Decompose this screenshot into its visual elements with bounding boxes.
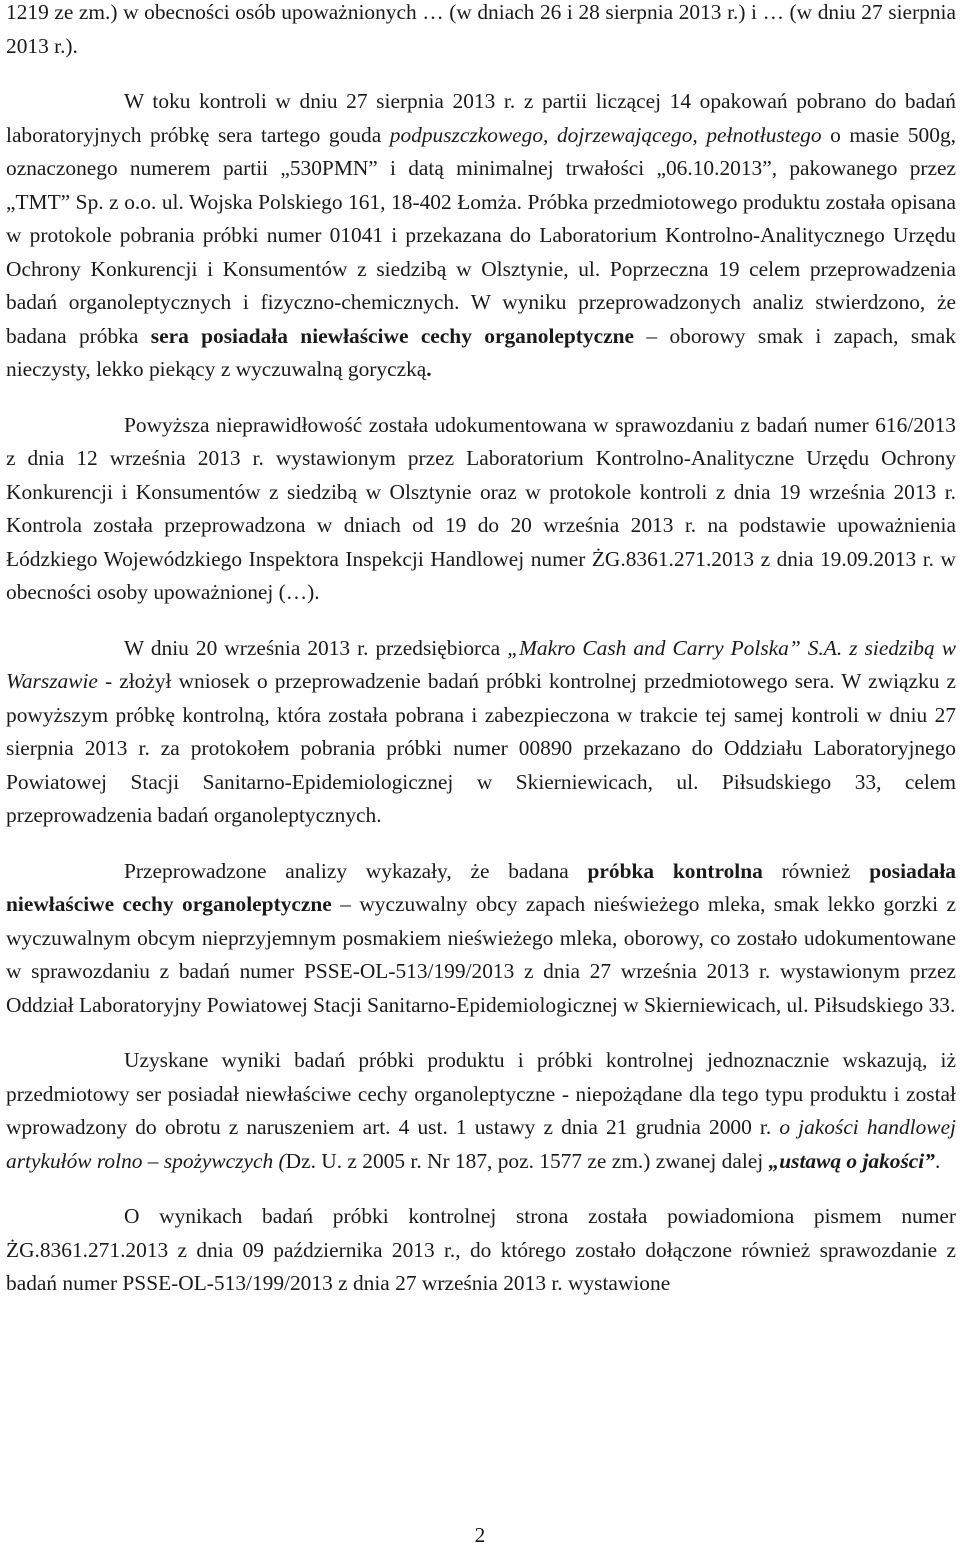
paragraph-5-bold-1: próbka kontrolna bbox=[587, 858, 763, 883]
paragraph-6-text-3: . bbox=[934, 1148, 941, 1173]
paragraph-gap bbox=[6, 833, 956, 855]
paragraph-1 bbox=[6, 0, 956, 63]
paragraph-5-text-2: również bbox=[762, 858, 870, 883]
paragraph-5-text-1: Przeprowadzone analizy wykazały, że badana bbox=[124, 858, 588, 883]
paragraph-5 bbox=[6, 855, 956, 1023]
paragraph-4-text-2: - złożył wniosek o przeprowadzenie badań próbki kontrolnej przedmiotowego sera. W związku z powyższym próbkę kontrolną, która została pobrana i zabezpieczona w trakcie tej samej kontroli w dniu 27 sierpnia 2013 r. za protokołem pobrania próbki numer 00890 przekazano do Oddziału Laboratoryjnego Powiatowej Stacji Sanitarno-Epidemiologicznej w Skierniewicach, ul. Piłsudskiego 33, celem przeprowadzenia badań organoleptycznych. bbox=[6, 669, 956, 827]
paragraph-6-bold-italic: „ustawą o jakości” bbox=[768, 1148, 935, 1173]
paragraph-2-bold: sera posiadała niewłaściwe cechy organoleptyczne bbox=[150, 323, 634, 348]
paragraph-gap bbox=[6, 1178, 956, 1200]
paragraph-gap bbox=[6, 610, 956, 632]
page-number: 2 bbox=[474, 1523, 486, 1547]
paragraph-6-italic: o jakości handlowej artykułów rolno – spożywczych ( bbox=[6, 1115, 957, 1173]
paragraph-gap bbox=[6, 63, 956, 85]
document-page bbox=[6, 0, 956, 1301]
paragraph-2-text-1: W toku kontroli w dniu 27 sierpnia 2013 r. z partii liczącej 14 opakowań pobrano do badań laboratoryjnych próbkę sera tartego gouda bbox=[6, 89, 956, 147]
paragraph-2 bbox=[6, 85, 956, 387]
paragraph-gap bbox=[6, 387, 956, 409]
paragraph-3 bbox=[6, 409, 956, 610]
paragraph-5-text-3: – wyczuwalny obcy zapach nieświeżego mleka, smak lekko gorzki z wyczuwalnym obcym nieprzyjemnym posmakiem nieświeżego mleka, oborowy, co zostało udokumentowane w sprawozdaniu z badań numer PSSE-OL-513/199/2013 z dnia 27 września 2013 r. wystawionym przez Oddział Laboratoryjny Powiatowej Stacji Sanitarno-Epidemiologicznej w Skierniewicach, ul. Piłsudskiego 33. bbox=[6, 892, 956, 1017]
paragraph-7 bbox=[6, 1200, 956, 1301]
paragraph-7-text: O wynikach badań próbki kontrolnej strona została powiadomiona pismem numer ŻG.8361.271.2013 z dnia 09 października 2013 r., do którego zostało dołączone również sprawozdanie z badań numer PSSE-OL-513/199/2013 z dnia 27 września 2013 r. wystawione bbox=[6, 1204, 956, 1295]
paragraph-2-italic: podpuszczkowego, dojrzewającego, pełnotłustego bbox=[389, 122, 822, 147]
paragraph-5-bold-2: posiadała niewłaściwe cechy organoleptyczne bbox=[6, 858, 957, 916]
paragraph-gap bbox=[6, 1022, 956, 1044]
paragraph-3-text: Powyższa nieprawidłowość została udokumentowana w sprawozdaniu z badań numer 616/2013 z dnia 12 września 2013 r. wystawionym przez Laboratorium Kontrolno-Analityczne Urzędu Ochrony Konkurencji i Konsumentów z siedzibą w Olsztynie oraz w protokole kontroli z dnia 19 września 2013 r. Kontrola została przeprowadzona w dniach od 19 do 20 września 2013 r. na podstawie upoważnienia Łódzkiego Wojewódzkiego Inspektora Inspekcji Handlowej numer ŻG.8361.271.2013 z dnia 19.09.2013 r. w obecności osoby upoważnionej (…). bbox=[6, 412, 956, 604]
paragraph-1-text: 1219 ze zm.) w obecności osób upoważnionych … (w dniach 26 i 28 sierpnia 2013 r.) i … (w dniu 27 sierpnia 2013 r.). bbox=[6, 0, 956, 58]
paragraph-6-text-2: Dz. U. z 2005 r. Nr 187, poz. 1577 ze zm.) zwanej dalej bbox=[285, 1148, 769, 1173]
paragraph-4-italic: „Makro Cash and Carry Polska” S.A. z siedzibą w Warszawie bbox=[6, 635, 956, 693]
paragraph-4-text-1: W dniu 20 września 2013 r. przedsiębiorca bbox=[124, 635, 508, 660]
paragraph-6-text-1: Uzyskane wyniki badań próbki produktu i próbki kontrolnej jednoznacznie wskazują, iż przedmiotowy ser posiadał niewłaściwe cechy organoleptyczne - niepożądane dla tego typu produktu i został wprowadzony do obrotu z naruszeniem art. 4 ust. 1 ustawy z dnia 21 grudnia 2000 r. bbox=[6, 1048, 956, 1139]
paragraph-2-text-2: o masie 500g, oznaczonego numerem partii „530PMN” i datą minimalnej trwałości „06.10.2013”, pakowanego przez „TMT” Sp. z o.o. ul. Wojska Polskiego 161, 18-402 Łomża. Próbka przedmiotowego produktu została opisana w protokole pobrania próbki numer 01041 i przekazana do Laboratorium Kontrolno-Analitycznego Urzędu Ochrony Konkurencji i Konsumentów z siedzibą w Olsztynie, ul. Poprzeczna 19 celem przeprowadzenia badań organoleptycznych i fizyczno-chemicznych. W wyniku przeprowadzonych analiz stwierdzono, że badana próbka bbox=[6, 122, 956, 348]
paragraph-2-text-3: – oborowy smak i zapach, smak nieczysty, lekko piekący z wyczuwalną goryczką bbox=[6, 323, 956, 381]
paragraph-4 bbox=[6, 632, 956, 833]
paragraph-6 bbox=[6, 1044, 956, 1178]
paragraph-2-bold-dot: . bbox=[426, 357, 432, 381]
